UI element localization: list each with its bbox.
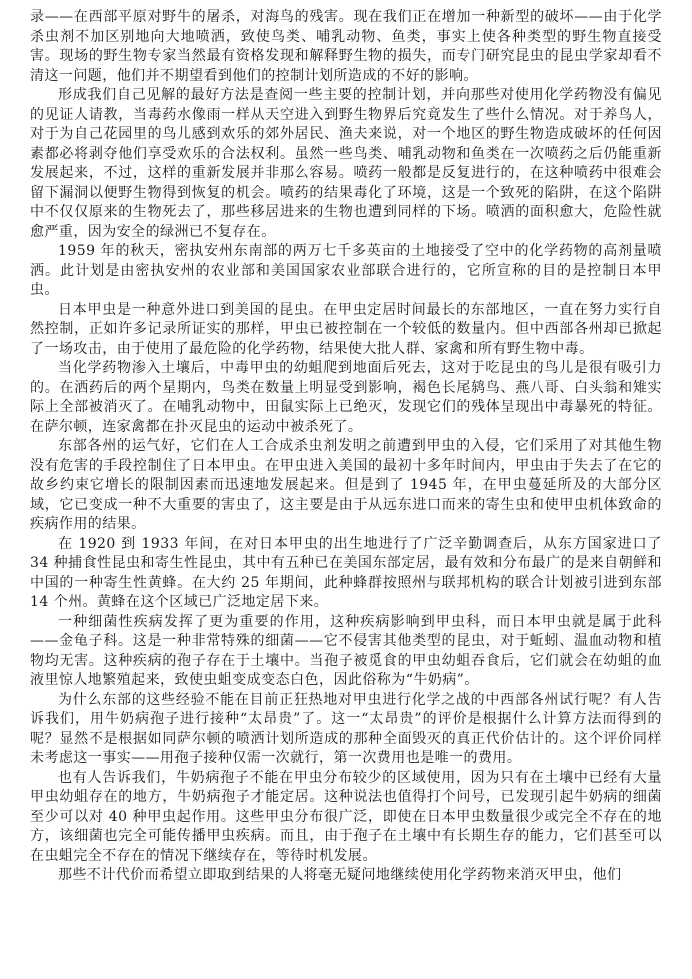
paragraph-8: 一种细菌性疾病发挥了更为重要的作用，这种疾病影响到甲虫科，而日本甲虫就是属于此科——金龟子科。这是一种非常特殊的细菌——它不侵害其他类型的昆虫，对于蚯蚓、温血动物和植物均无害。这种疾病的孢子存在于土壤中。当孢子被觅食的甲虫幼蛆吞食后，它们就会在幼蛆的血液里惊人地繁殖起来，致使虫蛆变成变态白色，因此俗称为“牛奶病”。 <box>30 613 662 688</box>
paragraph-9: 为什么东部的这些经验不能在目前正狂热地对甲虫进行化学之战的中西部各州试行呢？有人告诉我们，用牛奶病孢子进行接种“太昂贵”了。这一“太昂贵”的评价是根据什么计算方法而得到的呢？显然不是根据如同萨尔顿的喷洒计划所造成的那种全面毁灭的真正代价估计的。这个评价同样未考虑这一事实——用孢子接种仅需一次就行，第一次费用也是唯一的费用。 <box>30 691 662 766</box>
paragraph-4: 日本甲虫是一种意外进口到美国的昆虫。在甲虫定居时间最长的东部地区，一直在努力实行自然控制，正如许多记录所证实的那样，甲虫已被控制在一个较低的数量内。但中西部各州却已掀起了一场攻击，由于使用了最危险的化学药物，结果使大批人群、家禽和所有野生物中毒。 <box>30 301 662 357</box>
paragraph-7: 在 1920 到 1933 年间，在对日本甲虫的出生地进行了广泛辛勤调查后，从东方国家进口了 34 种捕食性昆虫和寄生性昆虫，其中有五种已在美国东部定居，最有效和分布最广的是来自朝鲜和中国的一种寄生性黄蜂。在大约 25 年期间，此种蜂群按照州与联邦机构的联合计划被引进到东部 14 个州。黄蜂在这个区域已广泛地定居下来。 <box>30 535 662 610</box>
paragraph-11: 那些不计代价而希望立即取到结果的人将毫无疑问地继续使用化学药物来消灭甲虫，他们 <box>58 867 622 883</box>
paragraph-3: 1959 年的秋天，密执安州东南部的两万七千多英亩的土地接受了空中的化学药物的高剂量喷洒。此计划是由密执安州的农业部和美国国家农业部联合进行的，它所宣称的目的是控制日本甲虫。 <box>30 243 662 298</box>
paragraph-2: 形成我们自己见解的最好方法是查阅一些主要的控制计划，并向那些对使用化学药物没有偏见的见证人请教，当毒药水像雨一样从天空进入到野生物界后究竟发生了些什么情况。对于养鸟人，对于为自己花园里的鸟儿感到欢乐的郊外居民、渔夫来说，对一个地区的野生物造成破坏的任何因素都必将剥夺他们享受欢乐的合法权利。虽然一些鸟类、哺乳动物和鱼类在一次喷药之后仍能重新发展起来，不过，这样的重新发展并非那么容易。喷药一般都是反复进行的，在这种喷药中很难会留下漏洞以便野生物得到恢复的机会。喷药的结果毒化了环境，这是一个致死的陷阱，在这个陷阱中不仅仅原来的生物死去了，那些移居进来的生物也遭到同样的下场。喷洒的面积愈大，危险性就愈严重，因为安全的绿洲已不复存在。 <box>30 87 662 240</box>
paragraph-1: 录——在西部平原对野牛的屠杀，对海鸟的残害。现在我们正在增加一种新型的破坏——由于化学杀虫剂不加区别地向大地喷洒，致使鸟类、哺乳动物、鱼类，事实上使各种类型的野生物直接受害。现场的野生物专家当然最有资格发现和解释野生物的损失，而专门研究昆虫的昆虫学家却看不清这一问题，他们并不期望看到他们的控制计划所造成的不好的影响。 <box>30 9 662 84</box>
paragraph-5: 当化学药物渗入土壤后，中毒甲虫的幼蛆爬到地面后死去，这对于吃昆虫的鸟儿是很有吸引力的。在洒药后的两个星期内，鸟类在数量上明显受到影响，褐色长尾鸫鸟、燕八哥、白头翁和雉实际上全部被消灭了。在哺乳动物中，田鼠实际上已绝灭，发现它们的残体呈现出中毒暴死的特征。在萨尔顿，连家禽都在扑灭昆虫的运动中被杀死了。 <box>30 360 662 435</box>
paragraph-10: 也有人告诉我们，牛奶病孢子不能在甲虫分布较少的区域使用，因为只有在土壤中已经有大量甲虫幼蛆存在的地方，牛奶病孢子才能定居。这种说法也值得打个问号，已发现引起牛奶病的细菌至少可以对 40 种甲虫起作用。这些甲虫分布很广泛，即使在日本甲虫数量很少或完全不存在的地方，该细菌也完全可能传播甲虫疾病。而且，由于孢子在土壤中有长期生存的能力，它们甚至可以在虫蛆完全不存在的情况下继续存在，等待时机发展。 <box>30 769 662 864</box>
document-page <box>30 8 662 974</box>
paragraph-6: 东部各州的运气好，它们在人工合成杀虫剂发明之前遭到甲虫的入侵，它们采用了对其他生物没有危害的手段控制住了日本甲虫。在甲虫进入美国的最初十多年时间内，甲虫由于失去了在它的故乡约束它增长的限制因素而迅速地发展起来。但是到了 1945 年，在甲虫蔓延所及的大部分区域，它已变成一种不大重要的害虫了，这主要是由于从远东进口而来的寄生虫和使甲虫机体致命的疾病作用的结果。 <box>30 438 662 532</box>
